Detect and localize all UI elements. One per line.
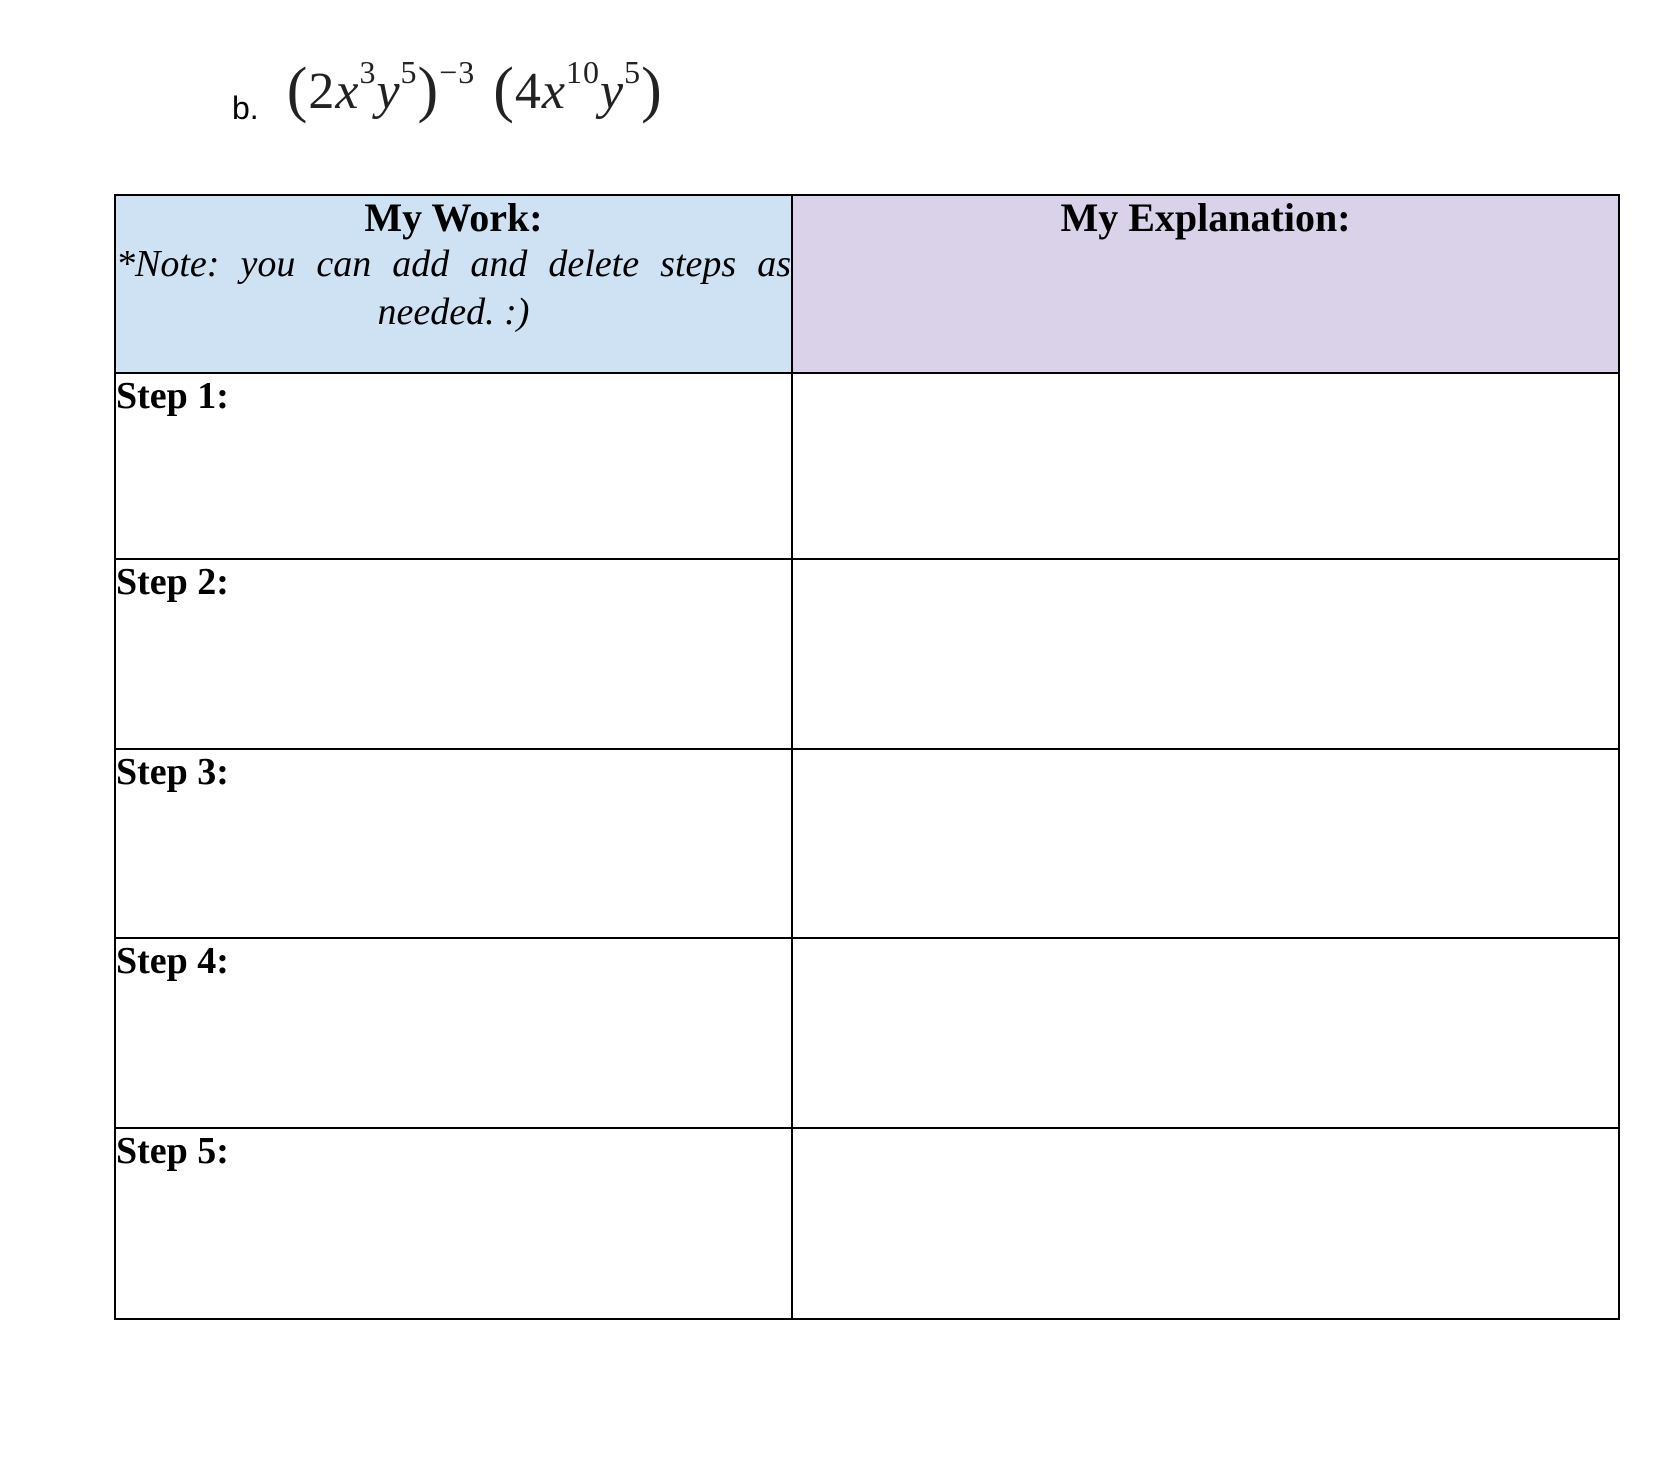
problem-label: b. [232, 89, 259, 126]
math-expression [287, 53, 663, 124]
table-row [115, 373, 1619, 559]
my-work-title: My Work: [364, 195, 543, 240]
header-row [115, 195, 1619, 373]
table-row [115, 1128, 1619, 1319]
my-explanation-header [792, 195, 1619, 373]
coefficient-1: 2 [308, 62, 336, 120]
table-row [115, 749, 1619, 938]
my-work-note: *Note: you can add and delete steps as needed. :) [116, 243, 791, 333]
open-paren-1: ( [286, 55, 309, 124]
exponent-y-2: 5 [624, 54, 642, 91]
open-paren-2: ( [493, 55, 515, 124]
variable-y-1: y [376, 62, 401, 120]
variable-y-2: y [599, 62, 625, 120]
step-4-explanation-cell[interactable] [792, 938, 1619, 1128]
outer-exponent: −3 [439, 54, 476, 91]
step-4-work-cell[interactable] [115, 938, 792, 1128]
exponent-x-2: 10 [565, 54, 600, 91]
step-5-work-cell[interactable] [115, 1128, 792, 1319]
step-5-explanation-cell[interactable] [792, 1128, 1619, 1319]
step-1-label: Step 1: [116, 375, 229, 417]
table-row [115, 938, 1619, 1128]
problem-b [232, 48, 663, 128]
variable-x-2: x [541, 62, 566, 120]
step-1-work-cell[interactable] [115, 373, 792, 559]
close-paren-2: ) [641, 55, 663, 124]
variable-x-1: x [335, 62, 360, 120]
exponent-y-1: 5 [400, 54, 418, 91]
my-work-header [115, 195, 792, 373]
step-3-explanation-cell[interactable] [792, 749, 1619, 938]
step-3-work-cell[interactable] [115, 749, 792, 938]
exponent-x-1: 3 [359, 54, 377, 91]
close-paren-1: ) [417, 55, 440, 124]
table-row [115, 559, 1619, 749]
step-1-explanation-cell[interactable] [792, 373, 1619, 559]
step-2-work-cell[interactable] [115, 559, 792, 749]
my-explanation-title: My Explanation: [1060, 195, 1351, 240]
step-3-label: Step 3: [116, 751, 229, 793]
coefficient-2: 4 [514, 62, 542, 120]
step-5-label: Step 5: [116, 1130, 229, 1172]
step-2-explanation-cell[interactable] [792, 559, 1619, 749]
step-4-label: Step 4: [116, 940, 229, 982]
step-2-label: Step 2: [116, 561, 229, 603]
steps-table [114, 194, 1620, 1320]
